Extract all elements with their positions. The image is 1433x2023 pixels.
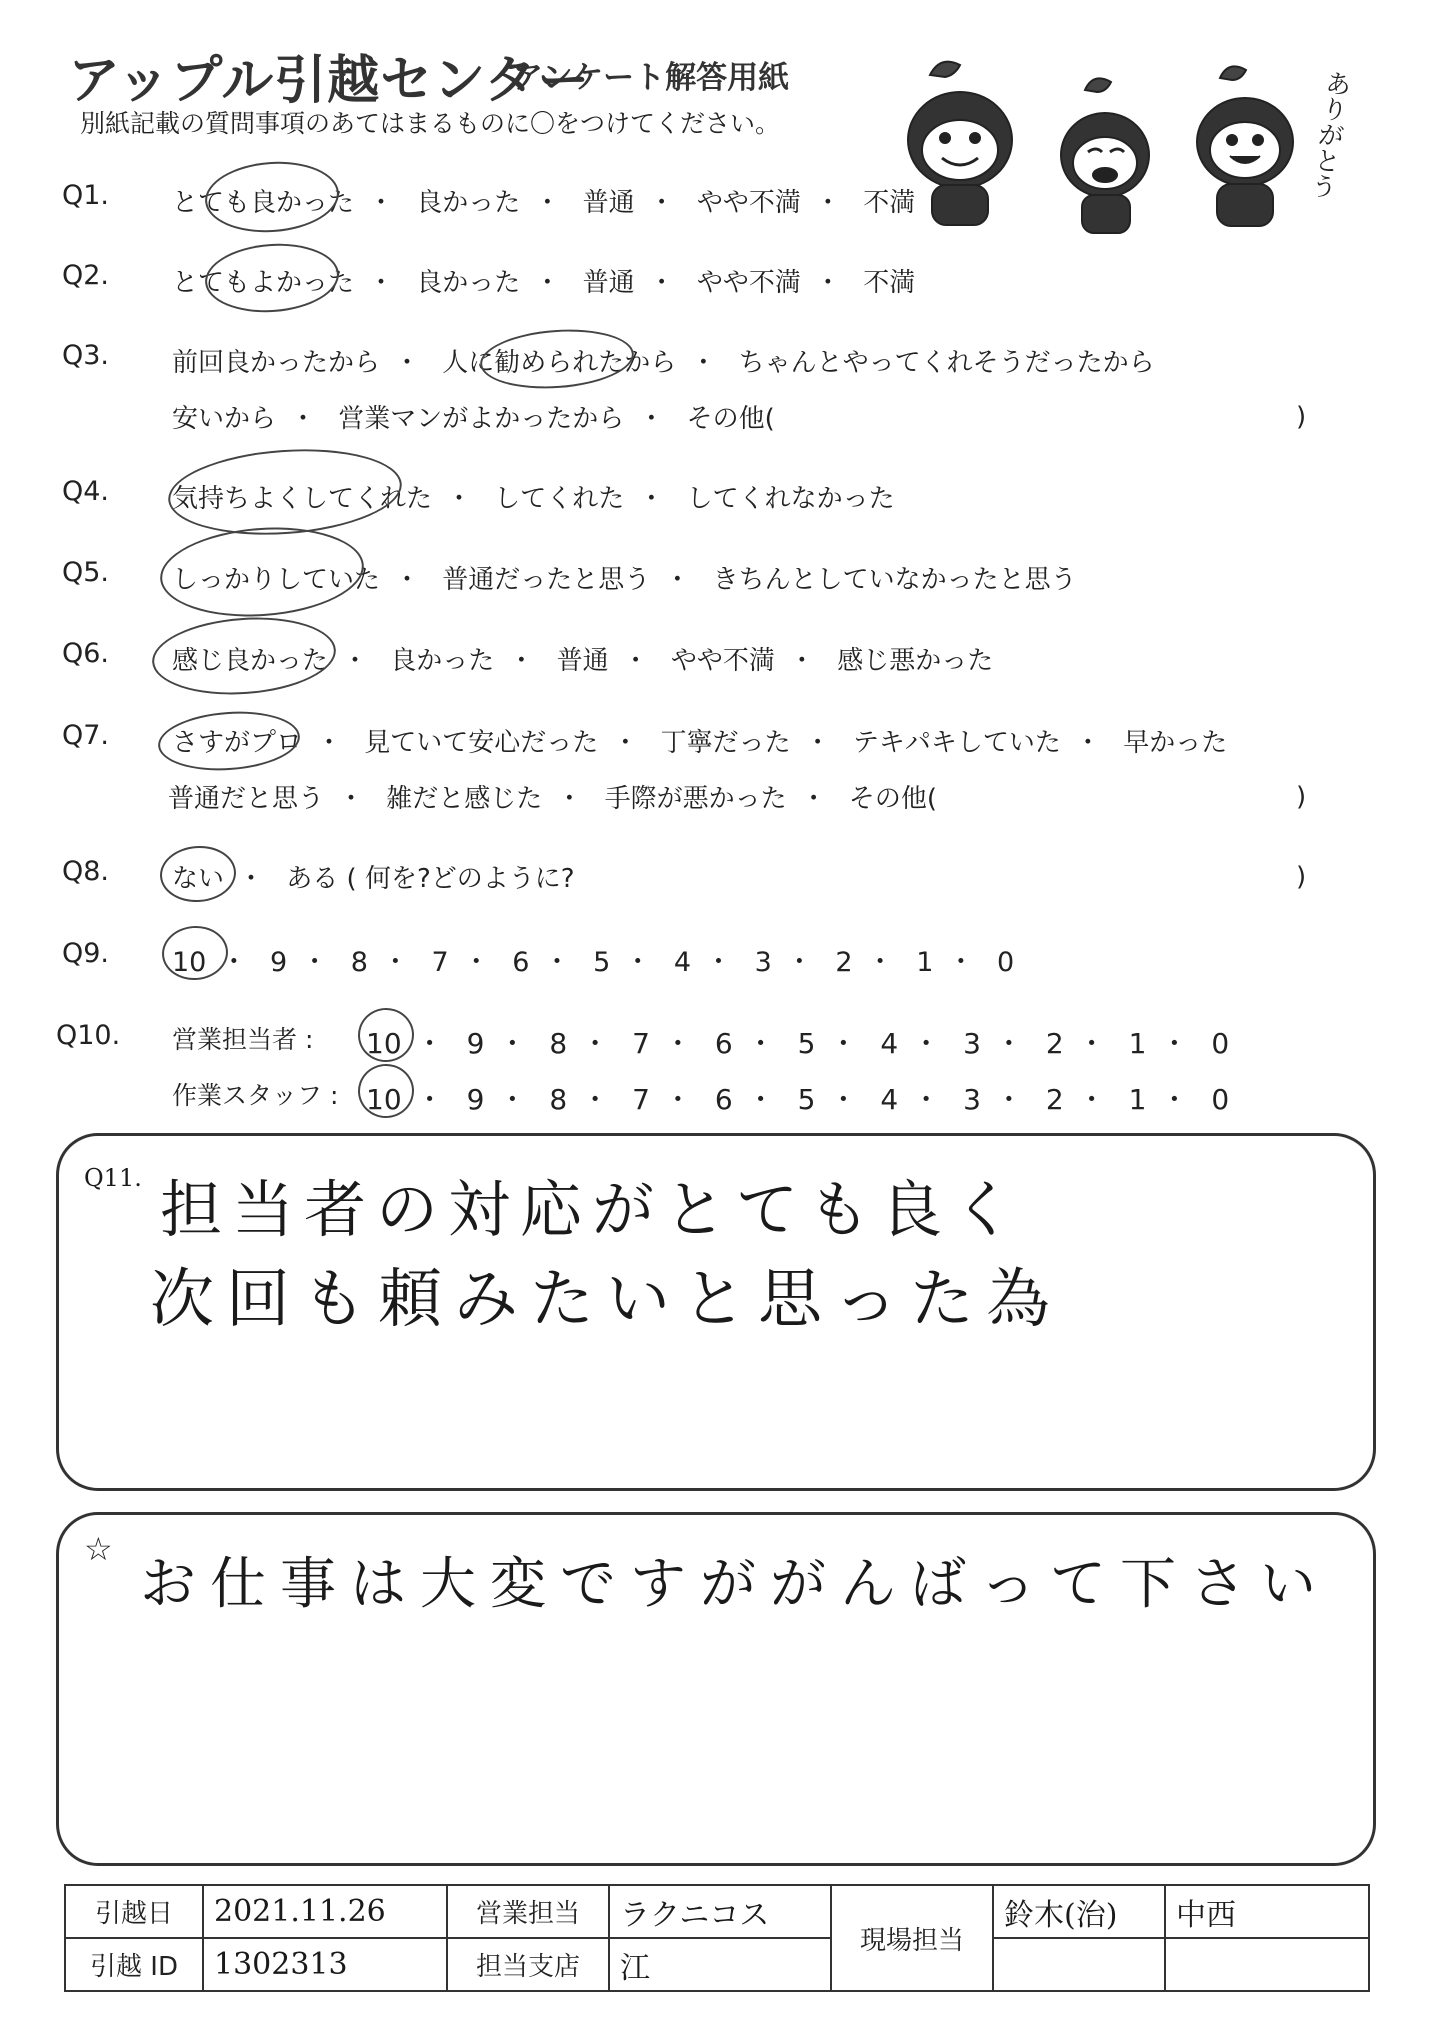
q3-option[interactable]: 人に勧められたから (442, 348, 677, 378)
q7-option[interactable]: テキパキしていた (852, 728, 1061, 758)
q10-sales-score[interactable]: 3 (963, 1027, 981, 1060)
company-title: アップル引越センター (68, 51, 591, 111)
q5-option[interactable]: しっかりしていた (172, 565, 381, 595)
instruction-text: 別紙記載の質問事項のあてはまるものに〇をつけてください。 (80, 109, 781, 138)
q7-option[interactable]: 手際が悪かった (604, 784, 787, 814)
q10-staff-score[interactable]: 2 (1045, 1083, 1064, 1116)
sales-value-cell (609, 1885, 831, 1938)
q6-option[interactable]: 感じ良かった (172, 646, 329, 676)
sales-value: ラクニコス (620, 1897, 770, 1933)
branch-value: 江 (620, 1950, 650, 1986)
site-value2: 中西 (1176, 1897, 1236, 1933)
q9-score[interactable]: 0 (996, 947, 1015, 978)
q5-label: Q5. (62, 557, 110, 588)
q10-staff-scale: 10 ・ 9 ・ 8 ・ 7 ・ 6 ・ 5 ・ 4 ・ 3 ・ 2 ・ 1 ・ 0 (366, 1083, 1230, 1116)
q10-sales-score[interactable]: 6 (714, 1027, 733, 1060)
q9-score[interactable]: 9 (269, 947, 288, 978)
q5-option[interactable]: きちんとしていなかったと思う (712, 565, 1077, 595)
q9-score[interactable]: 7 (431, 947, 449, 978)
q5-option[interactable]: 普通だったと思う (442, 565, 651, 595)
q10-label: Q10. (56, 1020, 121, 1051)
q10-staff-score[interactable]: 6 (714, 1083, 733, 1116)
q1-option[interactable]: やや不満 (696, 188, 801, 218)
move-date-value (203, 1885, 447, 1938)
q10-sales-score[interactable]: 8 (549, 1027, 568, 1060)
form-subtitle: アンケート解答用紙 (512, 60, 790, 96)
q4-label: Q4. (62, 476, 110, 507)
q10-sales-score[interactable]: 5 (797, 1027, 816, 1060)
q8-label: Q8. (62, 856, 110, 887)
q10-sales-score[interactable]: 10 (366, 1027, 402, 1060)
q2-options: とてもよかった ・ 良かった ・ 普通 ・ やや不満 ・ 不満 (172, 268, 916, 298)
comment-answer: お仕事は大変ですががんばって下さい (140, 1552, 1330, 1617)
q10-staff-score[interactable]: 0 (1211, 1083, 1230, 1116)
q7-options-line2: 普通だと思う ・ 雑だと感じた ・ 手際が悪かった ・ その他( (168, 784, 938, 814)
move-id-cell (203, 1938, 447, 1991)
footer-info-table (64, 1884, 1370, 1992)
q7-option[interactable]: 普通だと思う (168, 784, 325, 814)
q10-staff-score[interactable]: 8 (549, 1083, 568, 1116)
q6-option[interactable]: 感じ悪かった (837, 646, 994, 676)
q1-options: とても良かった ・ 良かった ・ 普通 ・ やや不満 ・ 不満 (172, 188, 916, 218)
q4-option[interactable]: してくれた (494, 484, 625, 514)
q7-option[interactable]: 見ていて安心だった (364, 728, 599, 758)
q6-selection-circle (150, 612, 339, 701)
branch-value-cell (609, 1938, 831, 1991)
q7-option[interactable]: さすがプロ (172, 728, 303, 758)
q9-score[interactable]: 4 (673, 947, 692, 978)
q3-close-paren: ) (1296, 402, 1307, 432)
q1-option[interactable]: 不満 (863, 188, 916, 218)
site-value2-cell (1165, 1885, 1369, 1938)
q3-option[interactable]: その他( (686, 404, 775, 434)
q3-options-line2: 安いから ・ 営業マンがよかったから ・ その他( (172, 404, 775, 434)
site-label: 現場担当 (831, 1885, 993, 1991)
q8-close-paren: ) (1296, 862, 1307, 892)
q10-staff-score[interactable]: 9 (466, 1083, 485, 1116)
q8-options: ない ・ ある ( 何を?どのように? (172, 864, 575, 894)
q10-sales-scale: 10 ・ 9 ・ 8 ・ 7 ・ 6 ・ 5 ・ 4 ・ 3 ・ 2 ・ 1 ・ 0 (366, 1027, 1230, 1060)
q3-option[interactable]: 安いから (172, 404, 277, 434)
q9-score[interactable]: 2 (835, 947, 853, 978)
q7-options-line1: さすがプロ ・ 見ていて安心だった ・ 丁寧だった ・ テキパキしていた ・ 早かった (172, 728, 1228, 758)
q2-selection-circle (203, 239, 341, 316)
q6-label: Q6. (62, 638, 110, 669)
q9-score[interactable]: 1 (916, 947, 934, 978)
q2-option[interactable]: 普通 (582, 268, 635, 298)
sales-label: 営業担当 (447, 1885, 609, 1938)
q10-sales-score[interactable]: 0 (1211, 1027, 1230, 1060)
thanks-text: ありがとう (1305, 67, 1353, 201)
q5-selection-circle (157, 521, 367, 623)
q3-option[interactable]: 営業マンがよかったから (338, 404, 625, 434)
star-label: ☆ (84, 1530, 113, 1568)
q3-selection-circle (478, 325, 636, 394)
q6-option[interactable]: 良かった (390, 646, 495, 676)
site-value1: 鈴木(治) (1004, 1897, 1118, 1933)
q2-option[interactable]: 不満 (863, 268, 916, 298)
q10-sales-score[interactable]: 4 (880, 1027, 899, 1060)
q1-option[interactable]: 良かった (416, 188, 521, 218)
q10-staff-score[interactable]: 7 (632, 1083, 650, 1116)
q8-option[interactable]: ない (172, 864, 225, 894)
q8-selection-circle (158, 843, 238, 904)
q9-score[interactable]: 3 (754, 947, 772, 978)
q10-sales-label: 営業担当者 : (172, 1025, 314, 1054)
site-value1-cell (993, 1885, 1165, 1938)
q2-option[interactable]: とてもよかった (172, 268, 355, 298)
q4-option[interactable]: してくれなかった (686, 484, 895, 514)
q10-staff-score[interactable]: 3 (963, 1083, 981, 1116)
q2-option[interactable]: やや不満 (696, 268, 801, 298)
site-empty-cell-2 (1165, 1938, 1369, 1991)
q7-close-paren: ) (1296, 782, 1307, 812)
q1-option[interactable]: とても良かった (172, 188, 355, 218)
q10-sales-score[interactable]: 9 (466, 1027, 485, 1060)
q3-option[interactable]: ちゃんとやってくれそうだったから (738, 348, 1155, 378)
q6-options: 感じ良かった ・ 良かった ・ 普通 ・ やや不満 ・ 感じ悪かった (172, 646, 994, 676)
q10-staff-score[interactable]: 4 (880, 1083, 899, 1116)
q6-option[interactable]: やや不満 (670, 646, 775, 676)
q10-sales-score[interactable]: 7 (632, 1027, 650, 1060)
q3-options-line1: 前回良かったから ・ 人に勧められたから ・ ちゃんとやってくれそうだったから (172, 348, 1155, 378)
q8-option[interactable]: ある ( 何を?どのように? (286, 864, 575, 894)
q7-option[interactable]: その他( (848, 784, 938, 814)
q10-sales-score[interactable]: 1 (1128, 1027, 1147, 1060)
q9-label: Q9. (62, 938, 110, 969)
q7-option[interactable]: 丁寧だった (660, 728, 791, 758)
q3-option[interactable]: 前回良かったから (172, 348, 381, 378)
q11-label: Q11. (84, 1164, 142, 1192)
q1-option[interactable]: 普通 (582, 188, 635, 218)
q1-label: Q1. (62, 180, 110, 211)
q7-label: Q7. (62, 720, 110, 751)
q2-label: Q2. (62, 260, 110, 291)
q11-answer-line1: 担当者の対応がとても良く (160, 1173, 1025, 1246)
branch-label: 担当支店 (447, 1938, 609, 1991)
q11-answer-line2: 次回も頼みたいと思った為 (150, 1263, 1062, 1337)
q10-staff-score[interactable]: 1 (1128, 1083, 1147, 1116)
q7-selection-circle (156, 707, 302, 775)
q6-option[interactable]: 普通 (556, 646, 609, 676)
q10-staff-score[interactable]: 10 (366, 1083, 402, 1116)
move-date-label: 引越日 (65, 1885, 203, 1938)
move-id-label: 引越 ID (65, 1938, 203, 1991)
q10-staff-score[interactable]: 5 (797, 1083, 816, 1116)
q4-options: 気持ちよくしてくれた ・ してくれた ・ してくれなかった (172, 484, 895, 514)
q10-staff-label: 作業スタッフ : (172, 1081, 339, 1110)
q2-option[interactable]: 良かった (416, 268, 521, 298)
q1-selection-circle (203, 157, 342, 236)
site-empty-cell-1 (993, 1938, 1165, 1991)
q9-score[interactable]: 10 (172, 947, 207, 978)
q9-score[interactable]: 6 (512, 947, 530, 978)
q9-score[interactable]: 8 (350, 947, 368, 978)
q9-score[interactable]: 5 (593, 947, 611, 978)
mascot-illustration (890, 50, 1360, 240)
q10-sales-score[interactable]: 2 (1045, 1027, 1064, 1060)
q5-options: しっかりしていた ・ 普通だったと思う ・ きちんとしていなかったと思う (172, 565, 1077, 595)
move-id: 1302313 (214, 1947, 348, 1982)
q7-option[interactable]: 雑だと感じた (386, 784, 543, 814)
q4-option[interactable]: 気持ちよくしてくれた (172, 484, 433, 514)
q7-option[interactable]: 早かった (1123, 728, 1228, 758)
move-date: 2021.11.26 (214, 1894, 386, 1929)
q3-label: Q3. (62, 340, 110, 371)
q9-scale: 10 ・ 9 ・ 8 ・ 7 ・ 6 ・ 5 ・ 4 ・ 3 ・ 2 ・ 1 ・ 0 (172, 947, 1015, 978)
